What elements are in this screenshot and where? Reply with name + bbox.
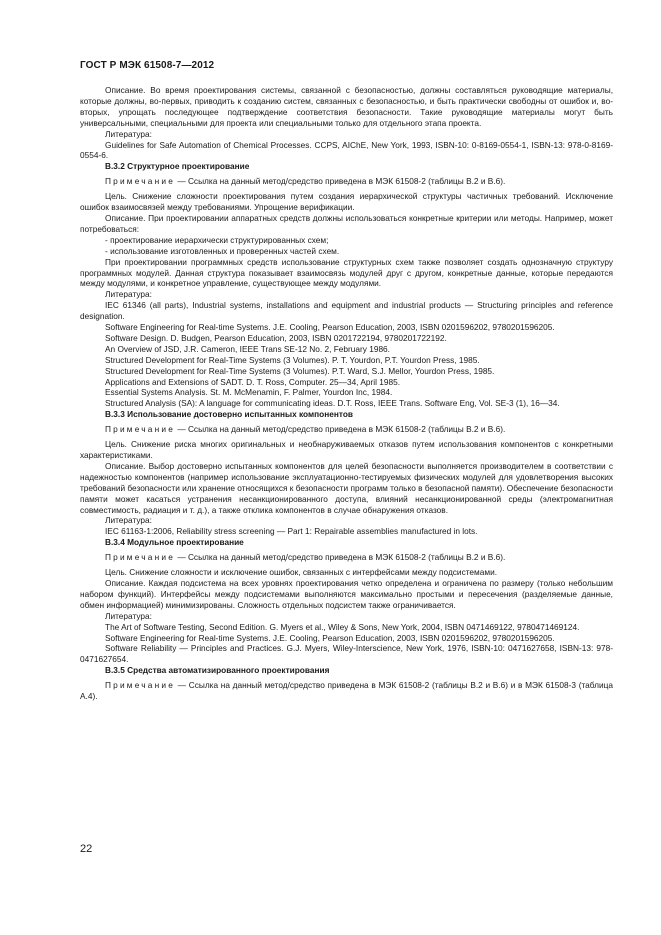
note [80,176,613,187]
note [80,680,613,702]
literature-label: Литература: [105,128,152,139]
document-body [80,85,613,702]
note-text: — Ссылка на данный метод/средство приведена в МЭК 61508-2 (таблицы В.2 и В.6). [175,176,506,187]
reference: An Overview of JSD, J.R. Cameron, IEEE Trans SE-12 No. 2, February 1986. [105,343,390,354]
paragraph: Описание. При проектировании аппаратных средств должны использоваться конкретные критерии или методы. Например, может потребоваться: [80,212,613,234]
section-heading: В.3.3 Использование достоверно испытанных компонентов [105,409,353,420]
paragraph: Цель. Снижение риска многих оригинальных и необнаруживаемых отказов путем использования компонентов с конкретными характеристиками. [80,439,613,460]
literature-label: Литература: [105,289,152,300]
reference: Structured Development for Real-Time Systems (3 Volumes). P.T. Ward, S.J. Mellor, Yourdon Press, 1985. [105,365,495,376]
paragraph: Описание. Во время проектирования системы, связанной с безопасностью, должны составляться руководящие материалы, которые должны, во-первых, приводить к созданию систем, связанных с безопасностью, и быть практически свободны от ошибок и, во-вторых, упрощать последующее подтверждение соответствия безопасности. Такие руководящие материалы могут быть универсальными, специальными для проекта или специальными только для отдельного этапа проекта. [80,85,613,128]
reference: IEC 61346 (all parts), Industrial systems, installations and equipment and industrial products — Structuring principles and reference designation. [80,300,613,322]
paragraph: Описание. Каждая подсистема на всех уровнях проектирования четко определена и ограничена по размеру (только небольшим набором функций). Интерфейсы между подсистемами выполняются максимально простыми и пересечения (разделяемые данные, обмен информацией) минимизированы. Сложность отдельных подсистем также ограничивается. [80,577,613,610]
paragraph: Описание. Выбор достоверно испытанных компонентов для целей безопасности выполняется производителем в соответствии с надежностью компонентов (например использование эксплуатационно-тестируемых физических модулей для удовлетворения высоких требований безопасности или хранение относящихся к безопасности программ только в безопасной памяти). Обеспечение безопасности памяти может касаться устранения несанкционированного доступа, влияний несанкционированной среды (электромагнитная совместимость, радиация и т. д.), а также отклика компонентов в случае обнаружения отказов. [80,460,613,515]
note-label: Примечание [105,552,176,563]
reference: Structured Development for Real-Time Systems (3 Volumes). P. T. Yourdon, P.T. Yourdon Press, 1985. [105,354,480,365]
note-label: Примечание [105,680,176,691]
list-item: - использование изготовленных и проверенных частей схем. [105,245,340,256]
note-label: Примечание [105,176,176,187]
section-heading: В.3.2 Структурное проектирование [105,161,250,172]
document-header: ГОСТ Р МЭК 61508-7—2012 [80,60,215,71]
reference: Software Engineering for Real-time Systems. J.E. Cooling, Pearson Education, 2003, ISBN 0201596202, 9780201596205. [105,632,555,643]
paragraph: Цель. Снижение сложности и исключение ошибок, связанных с интерфейсами между подсистемами. [105,567,498,578]
paragraph: Цель. Снижение сложности проектирования путем создания иерархической структуры частичных требований. Исключение ошибок взаимосвязей между требованиями. Упрощение верификации. [80,191,613,213]
reference: Guidelines for Safe Automation of Chemical Processes. CCPS, AIChE, New York, 1993, ISBN-10: 0-8169-0554-1, ISBN-13: 978-0-8169-0554-6. [80,139,613,161]
literature-label: Литература: [105,610,152,621]
reference: Essential Systems Analysis. St. M. McMenamin, F. Palmer, Yourdon Inc, 1984. [105,387,393,398]
reference: Software Reliability — Principles and Practices. G.J. Myers, Wiley-Interscience, New York, 1976, ISBN-10: 0471627658, ISBN-13: 978-0471627654. [80,643,613,665]
note-text: — Ссылка на данный метод/средство приведена в МЭК 61508-2 (таблицы В.2 и В.6). [175,424,506,435]
literature-label: Литература: [105,515,152,526]
reference: Software Engineering for Real-time Systems. J.E. Cooling, Pearson Education, 2003, ISBN 0201596202, 9780201596205. [105,322,555,333]
note-label: Примечание [105,424,176,435]
section-heading: В.3.5 Средства автоматизированного проектирования [105,665,330,676]
note-text: — Ссылка на данный метод/средство приведена в МЭК 61508-2 (таблицы В.2 и В.6) и в МЭК 61508-3 (таблица А.4). [80,680,613,702]
reference: Applications and Extensions of SADT. D. T. Ross, Computer. 25—34, April 1985. [105,376,401,387]
reference: IEC 61163-1:2006, Reliability stress screening — Part 1: Repairable assemblies manufactured in lots. [105,526,478,537]
section-heading: В.3.4 Модульное проектирование [105,537,244,548]
reference: Software Design. D. Budgen, Pearson Education, 2003, ISBN 0201722194, 9780201722192. [105,332,447,343]
note [80,552,613,563]
reference: The Art of Software Testing, Second Edition. G. Myers et al., Wiley & Sons, New York, 2004, ISBN 0471469122, 9780471469124. [105,621,580,632]
page-number: 22 [80,843,93,855]
paragraph: При проектировании программных средств использование структурных схем также позволяет создать однозначную структуру программных модулей. Данная структура показывает взаимосвязь модулей друг с другом, конкретные данные, которые передаются между модулями, и конкретное управление, существующее между модулями. [80,256,613,289]
note-text: — Ссылка на данный метод/средство приведена в МЭК 61508-2 (таблицы В.2 и В.6). [175,552,506,563]
reference: Structured Analysis (SA): A language for communicating ideas. D.T. Ross, IEEE Trans. Software Eng, Vol. SE-3 (1), 16—34. [105,398,560,409]
note [80,424,613,435]
list-item: - проектирование иерархически структурированных схем; [105,234,329,245]
